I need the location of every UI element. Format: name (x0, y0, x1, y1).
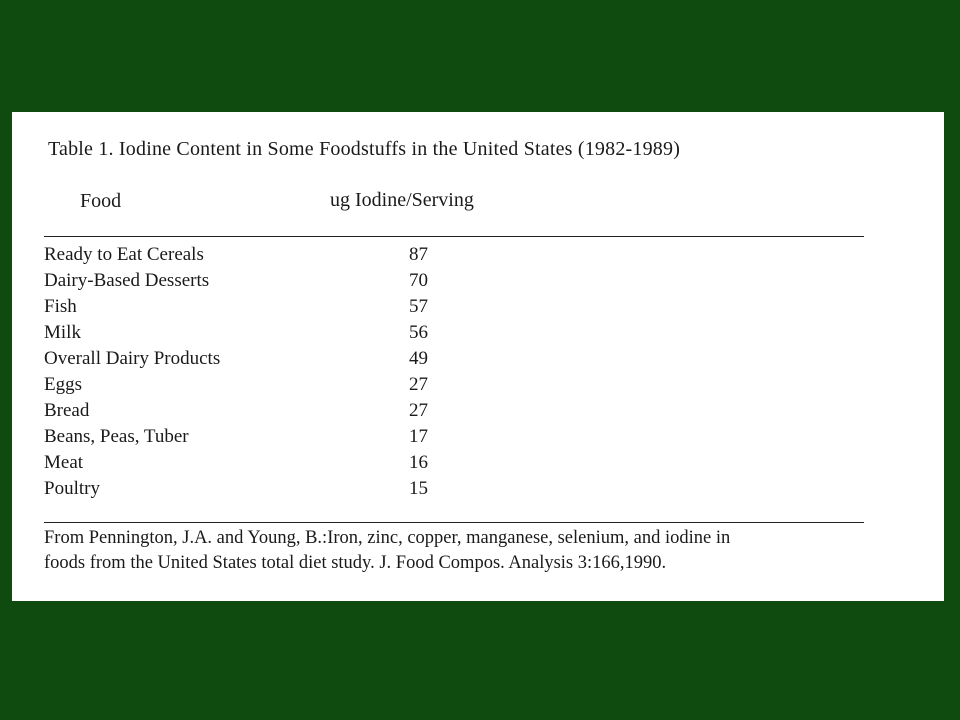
food-name: Poultry (44, 478, 100, 499)
table-row (44, 320, 644, 346)
iodine-value: 87 (409, 244, 428, 265)
iodine-value: 15 (409, 478, 428, 499)
table-row (44, 372, 644, 398)
iodine-value: 27 (409, 400, 428, 421)
food-name: Eggs (44, 374, 82, 395)
iodine-value: 56 (409, 322, 428, 343)
food-name: Ready to Eat Cereals (44, 244, 204, 265)
food-name: Beans, Peas, Tuber (44, 426, 189, 447)
table-row (44, 294, 644, 320)
table-row (44, 346, 644, 372)
column-header-iodine: ug Iodine/Serving (330, 189, 474, 211)
citation (44, 526, 934, 576)
iodine-value: 49 (409, 348, 428, 369)
column-header-food: Food (80, 190, 122, 212)
food-name: Milk (44, 322, 81, 343)
citation-line-1: From Pennington, J.A. and Young, B.:Iron, zinc, copper, manganese, selenium, and iodine in (44, 528, 731, 548)
table-row (44, 268, 644, 294)
iodine-value: 70 (409, 270, 428, 291)
citation-line-2: foods from the United States total diet study. J. Food Compos. Analysis 3:166,1990. (44, 553, 667, 573)
iodine-value: 27 (409, 374, 428, 395)
table-row (44, 242, 644, 268)
table-bottom-rule (44, 522, 864, 523)
table-row (44, 450, 644, 476)
food-name: Meat (44, 452, 84, 473)
table-body (44, 242, 644, 502)
table-row (44, 398, 644, 424)
table-row (44, 424, 644, 450)
iodine-value: 17 (409, 426, 428, 447)
food-name: Fish (44, 296, 77, 317)
table-top-rule (44, 236, 864, 237)
document-panel (12, 112, 944, 601)
table-title: Table 1. Iodine Content in Some Foodstuffs in the United States (1982-1989) (48, 138, 681, 160)
iodine-value: 57 (409, 296, 428, 317)
iodine-value: 16 (409, 452, 428, 473)
food-name: Dairy-Based Desserts (44, 270, 210, 291)
food-name: Overall Dairy Products (44, 348, 221, 369)
food-name: Bread (44, 400, 90, 421)
table-row (44, 476, 644, 502)
